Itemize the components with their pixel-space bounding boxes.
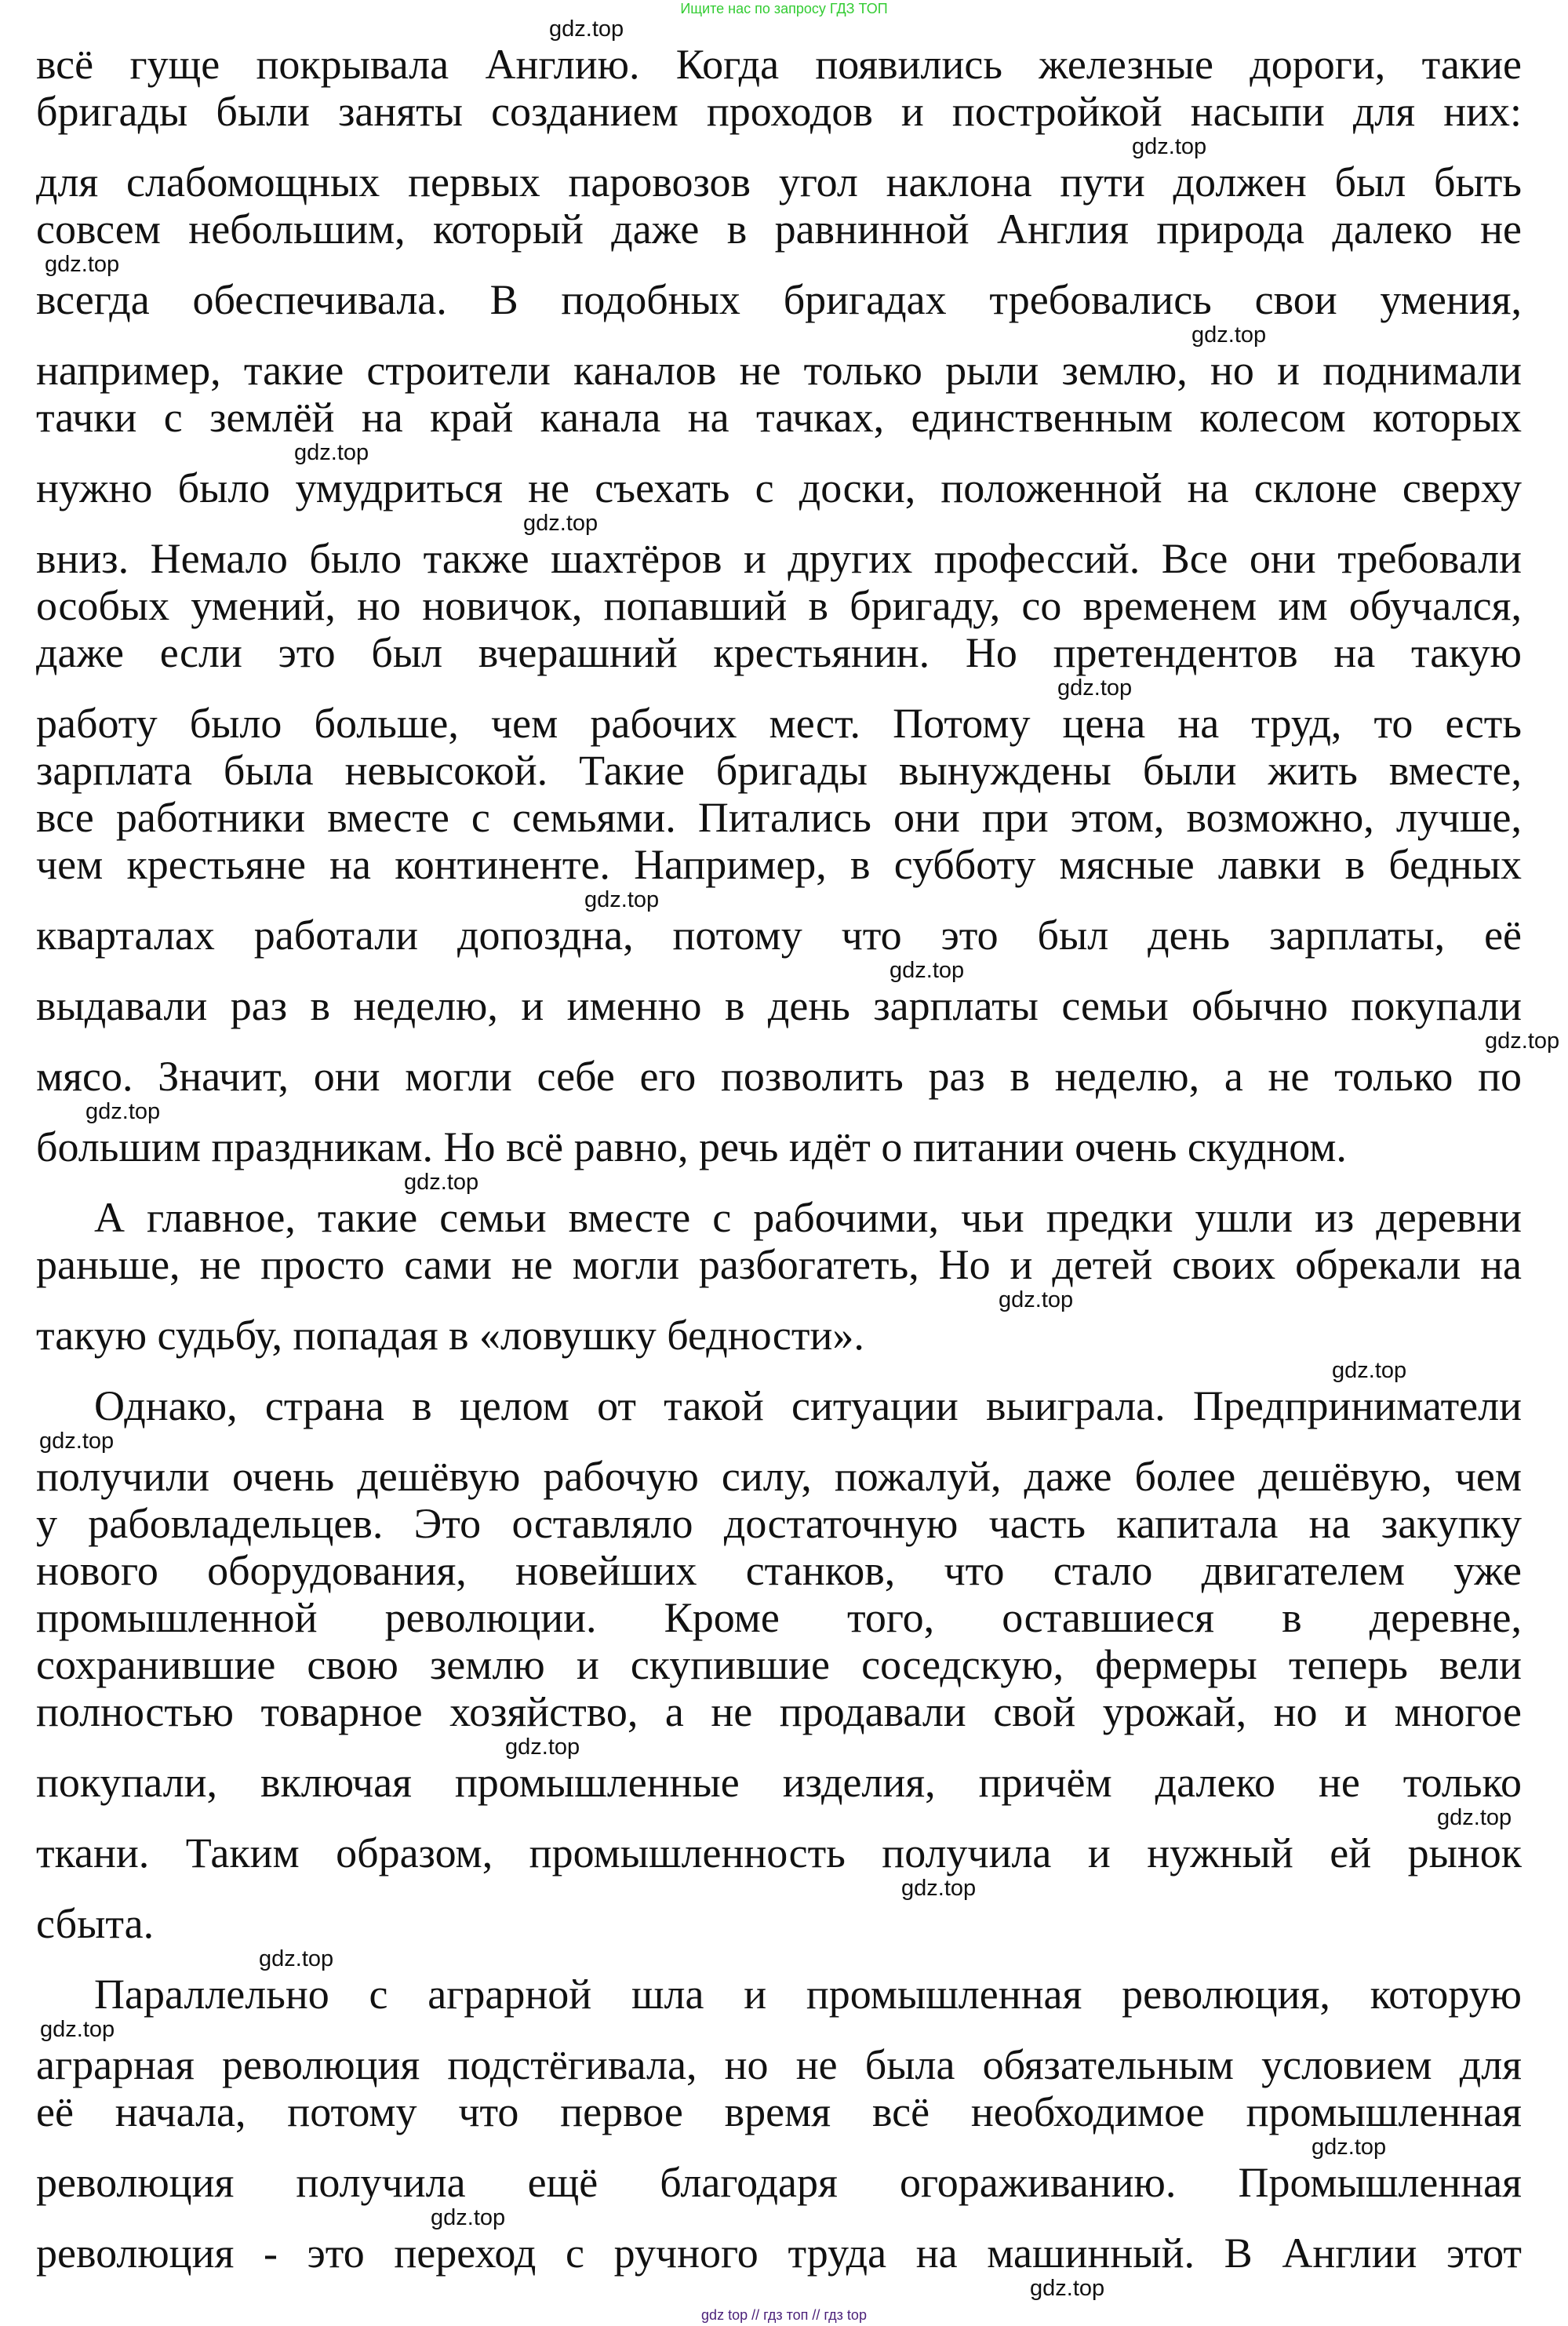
watermark: gdz.top	[901, 1876, 977, 1901]
text-line: её начала, потому что первое время всё необходимое промышленная	[36, 2088, 1522, 2135]
text-line: нужно было умудриться не съехать с доски, положенной на склоне сверху	[36, 464, 1522, 511]
watermark: gdz.top	[40, 2017, 115, 2042]
text-line: сбыта.	[36, 1900, 155, 1947]
watermark: gdz.top	[1332, 1358, 1407, 1383]
document-body	[0, 17, 1568, 2300]
watermark: gdz.top	[39, 1429, 115, 1454]
watermark: gdz.top	[890, 958, 965, 983]
text-line: особых умений, но новичок, попавший в бригаду, со временем им обучался,	[36, 582, 1522, 629]
text-line: кварталах работали допоздна, потому что это был день зарплаты, её	[36, 912, 1522, 959]
text-line: Однако, страна в целом от такой ситуации выиграла. Предприниматели	[94, 1382, 1522, 1429]
text-line: бригады были заняты созданием проходов и постройкой насыпи для них:	[36, 88, 1522, 135]
watermark: gdz.top	[1485, 1028, 1560, 1054]
text-line: все работники вместе с семьями. Питались они при этом, возможно, лучше,	[36, 794, 1522, 841]
header-banner: Ищите нас по запросу ГДЗ ТОП	[680, 1, 888, 16]
text-line: получили очень дешёвую рабочую силу, пожалуй, даже более дешёвую, чем	[36, 1453, 1522, 1500]
watermark: gdz.top	[431, 2205, 506, 2230]
text-line: аграрная революция подстёгивала, но не была обязательным условием для	[36, 2041, 1522, 2088]
text-line: раньше, не просто сами не могли разбогатеть, Но и детей своих обрекали на	[36, 1241, 1522, 1288]
watermark: gdz.top	[584, 887, 660, 912]
watermark: gdz.top	[1191, 322, 1267, 348]
text-line: мясо. Значит, они могли себе его позволить раз в неделю, а не только по	[36, 1053, 1522, 1100]
text-line: чем крестьяне на континенте. Например, в субботу мясные лавки в бедных	[36, 841, 1522, 888]
watermark: gdz.top	[1057, 675, 1133, 701]
watermark: gdz.top	[259, 1946, 334, 1971]
watermark: gdz.top	[1437, 1805, 1512, 1830]
watermark: gdz.top	[45, 252, 120, 277]
text-line: совсем небольшим, который даже в равнинной Англия природа далеко не	[36, 206, 1522, 253]
watermark: gdz.top	[1132, 134, 1207, 159]
text-line: промышленной революции. Кроме того, оставшиеся в деревне,	[36, 1594, 1522, 1641]
text-line: А главное, такие семьи вместе с рабочими, чьи предки ушли из деревни	[94, 1194, 1522, 1241]
text-line: тачки с землёй на край канала на тачках, единственным колесом которых	[36, 394, 1522, 441]
text-line: Параллельно с аграрной шла и промышленная революция, которую	[94, 1971, 1522, 2018]
watermark: gdz.top	[294, 440, 369, 465]
text-line: работу было больше, чем рабочих мест. Потому цена на труд, то есть	[36, 700, 1522, 747]
text-line: выдавали раз в неделю, и именно в день зарплаты семьи обычно покупали	[36, 982, 1522, 1029]
text-line: ткани. Таким образом, промышленность получила и нужный ей рынок	[36, 1829, 1522, 1876]
text-line: покупали, включая промышленные изделия, причём далеко не только	[36, 1759, 1522, 1806]
text-line: всегда обеспечивала. В подобных бригадах требовались свои умения,	[36, 276, 1522, 323]
text-line: полностью товарное хозяйство, а не продавали свой урожай, но и многое	[36, 1688, 1522, 1735]
text-line: нового оборудования, новейших станков, что стало двигателем уже	[36, 1547, 1522, 1594]
watermark: gdz.top	[404, 1170, 479, 1195]
footer-banner: gdz top // гдз топ // гдз top	[701, 2307, 867, 2323]
text-line: сохранившие свою землю и скупившие соседскую, фермеры теперь вели	[36, 1641, 1522, 1688]
text-line: у рабовладельцев. Это оставляло достаточную часть капитала на закупку	[36, 1500, 1522, 1547]
text-line: зарплата была невысокой. Такие бригады вынуждены были жить вместе,	[36, 747, 1522, 794]
watermark: gdz.top	[1030, 2276, 1105, 2301]
text-line: революция - это переход с ручного труда на машинный. В Англии этот	[36, 2230, 1522, 2277]
watermark: gdz.top	[505, 1734, 580, 1760]
watermark: gdz.top	[85, 1099, 161, 1124]
watermark: gdz.top	[549, 16, 624, 42]
text-line: для слабомощных первых паровозов угол наклона пути должен был быть	[36, 158, 1522, 206]
text-line: даже если это был вчерашний крестьянин. Но претендентов на такую	[36, 629, 1522, 676]
text-line: например, такие строители каналов не только рыли землю, но и поднимали	[36, 347, 1522, 394]
text-line: такую судьбу, попадая в «ловушку бедности».	[36, 1312, 864, 1359]
text-line: всё гуще покрывала Англию. Когда появились железные дороги, такие	[36, 41, 1522, 88]
watermark: gdz.top	[999, 1287, 1074, 1312]
text-line: большим праздникам. Но всё равно, речь идёт о питании очень скудном.	[36, 1123, 1347, 1170]
watermark: gdz.top	[1312, 2135, 1387, 2160]
text-line: революция получила ещё благодаря огораживанию. Промышленная	[36, 2159, 1522, 2206]
text-line: вниз. Немало было также шахтёров и других профессий. Все они требовали	[36, 535, 1522, 582]
watermark: gdz.top	[523, 511, 598, 536]
